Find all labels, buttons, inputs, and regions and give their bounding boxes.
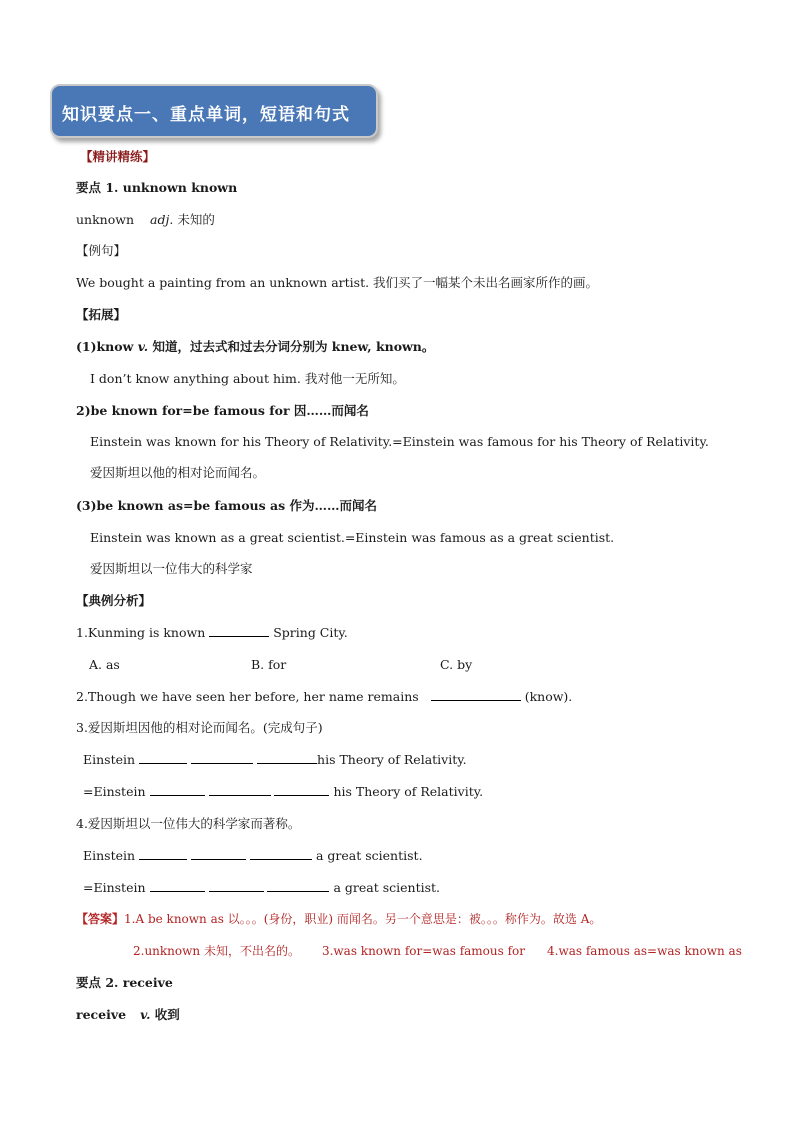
ext3-translation: 爱因斯坦以一位伟大的科学家: [90, 561, 253, 576]
question-3: 3.爱因斯坦因他的相对论而闻名。(完成句子): [76, 720, 323, 735]
ext1-example: I don’t know anything about him. 我对他一无所知。: [90, 371, 405, 386]
def-pos: adj.: [150, 212, 174, 227]
def-meaning: 未知的: [177, 212, 215, 227]
point1-definition: [76, 212, 215, 228]
q4-l1-start: Einstein: [83, 848, 136, 863]
def-word: receive: [76, 1007, 127, 1022]
q4-line-1: [83, 848, 423, 864]
ext3-heading: (3)be known as=be famous as 作为……而闻名: [76, 498, 378, 513]
q2-tail: (know).: [524, 689, 573, 704]
ext1-heading-b: 知道，过去式和过去分词分别为 knew, known。: [148, 339, 435, 354]
answer-blank[interactable]: [150, 880, 205, 892]
point1-heading: 要点 1. unknown known: [76, 180, 238, 195]
answer-blank[interactable]: [209, 625, 269, 637]
answer-blank[interactable]: [150, 784, 205, 796]
q1-tail: Spring City.: [273, 625, 348, 640]
example-sentence: We bought a painting from an unknown artist. 我们买了一幅某个未出名画家所作的画。: [76, 275, 599, 290]
example-label: 【例句】: [76, 243, 127, 258]
ext2-translation: 爱因斯坦以他的相对论而闻名。: [90, 465, 266, 480]
q4-l1-end: a great scientist.: [316, 848, 423, 863]
ext3-example: Einstein was known as a great scientist.=Einstein was famous as a great scientist.: [90, 530, 615, 545]
section-banner: [50, 84, 378, 138]
q3-l1-start: Einstein: [83, 752, 136, 767]
answer-text-1: 1.A be known as 以。。。(身份，职业) 而闻名。另一个意思是：被。。。称作为。故选 A。: [124, 912, 602, 926]
answer-line-2: [133, 943, 742, 959]
def-pos: v.: [140, 1007, 151, 1022]
answer-blank[interactable]: [139, 848, 187, 860]
answer-4: 4.was famous as=was known as: [547, 944, 742, 958]
point2-heading: 要点 2. receive: [76, 975, 173, 990]
extend-label: 【拓展】: [76, 307, 127, 322]
ext1-heading: [76, 339, 434, 355]
q1-text: 1.Kunming is known: [76, 625, 206, 640]
answer-blank[interactable]: [191, 848, 246, 860]
def-meaning: 收到: [154, 1007, 180, 1022]
question-1: [76, 625, 348, 641]
analysis-label: 【典例分析】: [76, 593, 152, 608]
answer-blank[interactable]: [431, 689, 521, 701]
ext2-example: Einstein was known for his Theory of Relativity.=Einstein was famous for his Theory of Relativity.: [90, 434, 709, 449]
q3-line-1: [83, 752, 467, 768]
answer-blank[interactable]: [191, 752, 253, 764]
section-practice-label: 【精讲精练】: [80, 149, 156, 164]
answer-blank[interactable]: [274, 784, 329, 796]
answer-2: 2.unknown 未知，不出名的。: [133, 944, 300, 958]
ext1-heading-a: (1)know: [76, 339, 138, 354]
q3-l2-end: his Theory of Relativity.: [333, 784, 484, 799]
q3-line-2: [83, 784, 483, 800]
answer-blank[interactable]: [257, 752, 317, 764]
answer-blank[interactable]: [250, 848, 312, 860]
question-4: 4.爱因斯坦以一位伟大的科学家而著称。: [76, 816, 301, 831]
answer-blank[interactable]: [209, 880, 264, 892]
q4-l2-end: a great scientist.: [333, 880, 441, 895]
point2-definition: [76, 1007, 180, 1023]
answer-blank[interactable]: [267, 880, 329, 892]
question-2: [76, 689, 572, 705]
answer-3: 3.was known for=was famous for: [321, 944, 525, 958]
banner-title: 知识要点一、重点单词，短语和句式: [62, 105, 350, 125]
answer-line-1: [76, 911, 601, 927]
answer-blank[interactable]: [209, 784, 271, 796]
q1-option-c: C. by: [440, 657, 473, 672]
answer-blank[interactable]: [139, 752, 187, 764]
q3-l1-end: his Theory of Relativity.: [317, 752, 467, 767]
q3-l2-start: =Einstein: [83, 784, 146, 799]
q4-l2-start: =Einstein: [83, 880, 146, 895]
answer-label: 【答案】: [76, 912, 125, 926]
q4-line-2: [83, 880, 440, 896]
ext1-heading-pos: v.: [137, 339, 149, 354]
q1-option-b: B. for: [251, 657, 287, 672]
q1-option-a: A. as: [89, 657, 120, 672]
ext2-heading: 2)be known for=be famous for 因……而闻名: [76, 403, 369, 418]
def-word: unknown: [76, 212, 135, 227]
q2-text: 2.Though we have seen her before, her name remains: [76, 689, 419, 704]
